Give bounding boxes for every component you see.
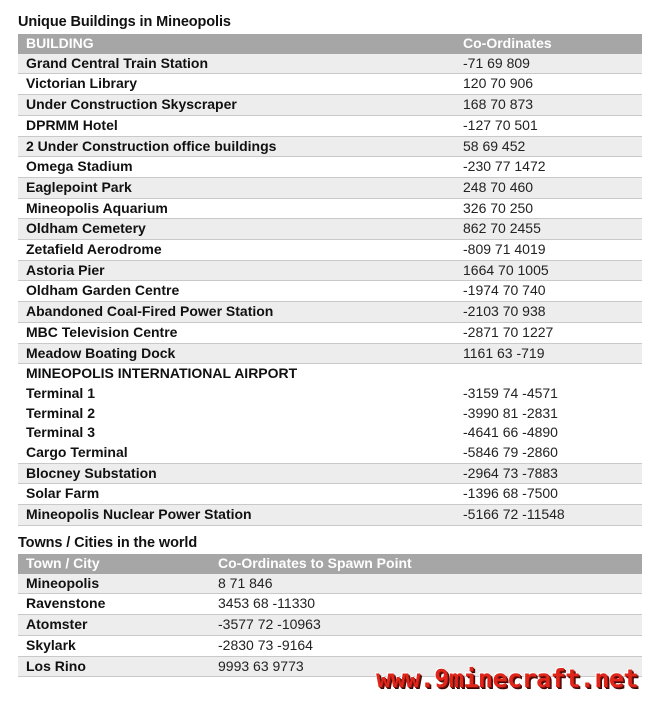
header-spawn-coordinates: Co-Ordinates to Spawn Point bbox=[210, 554, 642, 574]
header-coordinates: Co-Ordinates bbox=[455, 34, 642, 54]
header-building: BUILDING bbox=[18, 34, 455, 54]
airport-title-coords-empty bbox=[455, 364, 642, 384]
building-coords: 1161 63 -719 bbox=[455, 343, 642, 364]
building-coords: -1396 68 -7500 bbox=[455, 484, 642, 505]
airport-title: MINEOPOLIS INTERNATIONAL AIRPORT bbox=[26, 365, 298, 382]
town-name: Ravenstone bbox=[18, 594, 210, 615]
building-coords: 862 70 2455 bbox=[455, 219, 642, 240]
table-row bbox=[18, 240, 642, 261]
header-town: Town / City bbox=[18, 554, 210, 574]
table-row bbox=[18, 322, 642, 343]
table-row bbox=[18, 281, 642, 302]
building-name: DPRMM Hotel bbox=[18, 115, 455, 136]
buildings-table bbox=[18, 34, 642, 526]
building-name: Grand Central Train Station bbox=[18, 54, 455, 74]
town-name: Mineopolis bbox=[18, 574, 210, 594]
building-name: Oldham Cemetery bbox=[18, 219, 455, 240]
building-name: Solar Farm bbox=[18, 484, 455, 505]
town-coords: 8 71 846 bbox=[210, 574, 642, 594]
table-row bbox=[18, 615, 642, 636]
table-row bbox=[18, 260, 642, 281]
building-name: Mineopolis Nuclear Power Station bbox=[18, 505, 455, 526]
terminal-name: Terminal 2 bbox=[26, 404, 95, 421]
building-name: Oldham Garden Centre bbox=[18, 281, 455, 302]
building-name: Omega Stadium bbox=[18, 157, 455, 178]
table-row bbox=[18, 574, 642, 594]
building-name: Under Construction Skyscraper bbox=[18, 95, 455, 116]
town-name: Skylark bbox=[18, 635, 210, 656]
building-coords: 248 70 460 bbox=[455, 177, 642, 198]
building-name: Blocney Substation bbox=[18, 463, 455, 484]
building-name: Eaglepoint Park bbox=[18, 177, 455, 198]
table-row bbox=[18, 635, 642, 656]
table-row bbox=[18, 343, 642, 364]
terminal-coords: -3159 74 -4571 bbox=[463, 384, 558, 401]
building-coords: 326 70 250 bbox=[455, 198, 642, 219]
terminal-row bbox=[18, 443, 642, 463]
building-name: MBC Television Centre bbox=[18, 322, 455, 343]
airport-group-row bbox=[18, 364, 642, 384]
terminal-coords: -3990 81 -2831 bbox=[463, 404, 558, 421]
building-coords: -230 77 1472 bbox=[455, 157, 642, 178]
town-name: Los Rino bbox=[18, 656, 210, 677]
table-row bbox=[18, 219, 642, 240]
town-coords: -2830 73 -9164 bbox=[210, 635, 642, 656]
terminal-coords: -5846 79 -2860 bbox=[455, 443, 642, 463]
towns-header-row bbox=[18, 554, 642, 574]
town-coords: 3453 68 -11330 bbox=[210, 594, 642, 615]
terminal-name: Cargo Terminal bbox=[18, 443, 455, 463]
table-row bbox=[18, 54, 642, 74]
building-name: Victorian Library bbox=[18, 74, 455, 95]
table-row bbox=[18, 95, 642, 116]
terminal-row bbox=[18, 404, 642, 424]
table-row bbox=[18, 198, 642, 219]
building-coords: -2103 70 938 bbox=[455, 302, 642, 323]
table-row bbox=[18, 74, 642, 95]
town-coords: -3577 72 -10963 bbox=[210, 615, 642, 636]
building-coords: -1974 70 740 bbox=[455, 281, 642, 302]
buildings-header-row bbox=[18, 34, 642, 54]
building-name: 2 Under Construction office buildings bbox=[18, 136, 455, 157]
building-coords: -809 71 4019 bbox=[455, 240, 642, 261]
building-name: Mineopolis Aquarium bbox=[18, 198, 455, 219]
table-row bbox=[18, 177, 642, 198]
building-coords: -2964 73 -7883 bbox=[455, 463, 642, 484]
building-name: Astoria Pier bbox=[18, 260, 455, 281]
building-coords: -71 69 809 bbox=[455, 54, 642, 74]
table-row bbox=[18, 115, 642, 136]
town-name: Atomster bbox=[18, 615, 210, 636]
terminal-name: Terminal 1 bbox=[26, 384, 95, 401]
table-row bbox=[18, 463, 642, 484]
building-name: Abandoned Coal-Fired Power Station bbox=[18, 302, 455, 323]
building-name: Meadow Boating Dock bbox=[18, 343, 455, 364]
terminal-coords: -4641 66 -4890 bbox=[463, 424, 558, 441]
table-row bbox=[18, 157, 642, 178]
table-row bbox=[18, 136, 642, 157]
building-coords: -5166 72 -11548 bbox=[455, 505, 642, 526]
building-coords: 1664 70 1005 bbox=[455, 260, 642, 281]
buildings-table-title: Unique Buildings in Mineopolis bbox=[18, 14, 231, 30]
building-coords: -2871 70 1227 bbox=[455, 322, 642, 343]
building-coords: 120 70 906 bbox=[455, 74, 642, 95]
table-row bbox=[18, 594, 642, 615]
terminal-row bbox=[18, 384, 642, 404]
watermark-logo: www.9minecraft.net bbox=[376, 664, 638, 693]
table-row bbox=[18, 484, 642, 505]
building-name: Zetafield Aerodrome bbox=[18, 240, 455, 261]
table-row bbox=[18, 302, 642, 323]
towns-table bbox=[18, 554, 642, 677]
town-coords: 9993 63 9773 bbox=[210, 656, 642, 677]
table-row bbox=[18, 505, 642, 526]
building-coords: -127 70 501 bbox=[455, 115, 642, 136]
terminal-row bbox=[18, 423, 642, 443]
building-coords: 168 70 873 bbox=[455, 95, 642, 116]
terminal-name: Terminal 3 bbox=[26, 424, 95, 441]
building-coords: 58 69 452 bbox=[455, 136, 642, 157]
towns-table-title: Towns / Cities in the world bbox=[18, 535, 198, 551]
